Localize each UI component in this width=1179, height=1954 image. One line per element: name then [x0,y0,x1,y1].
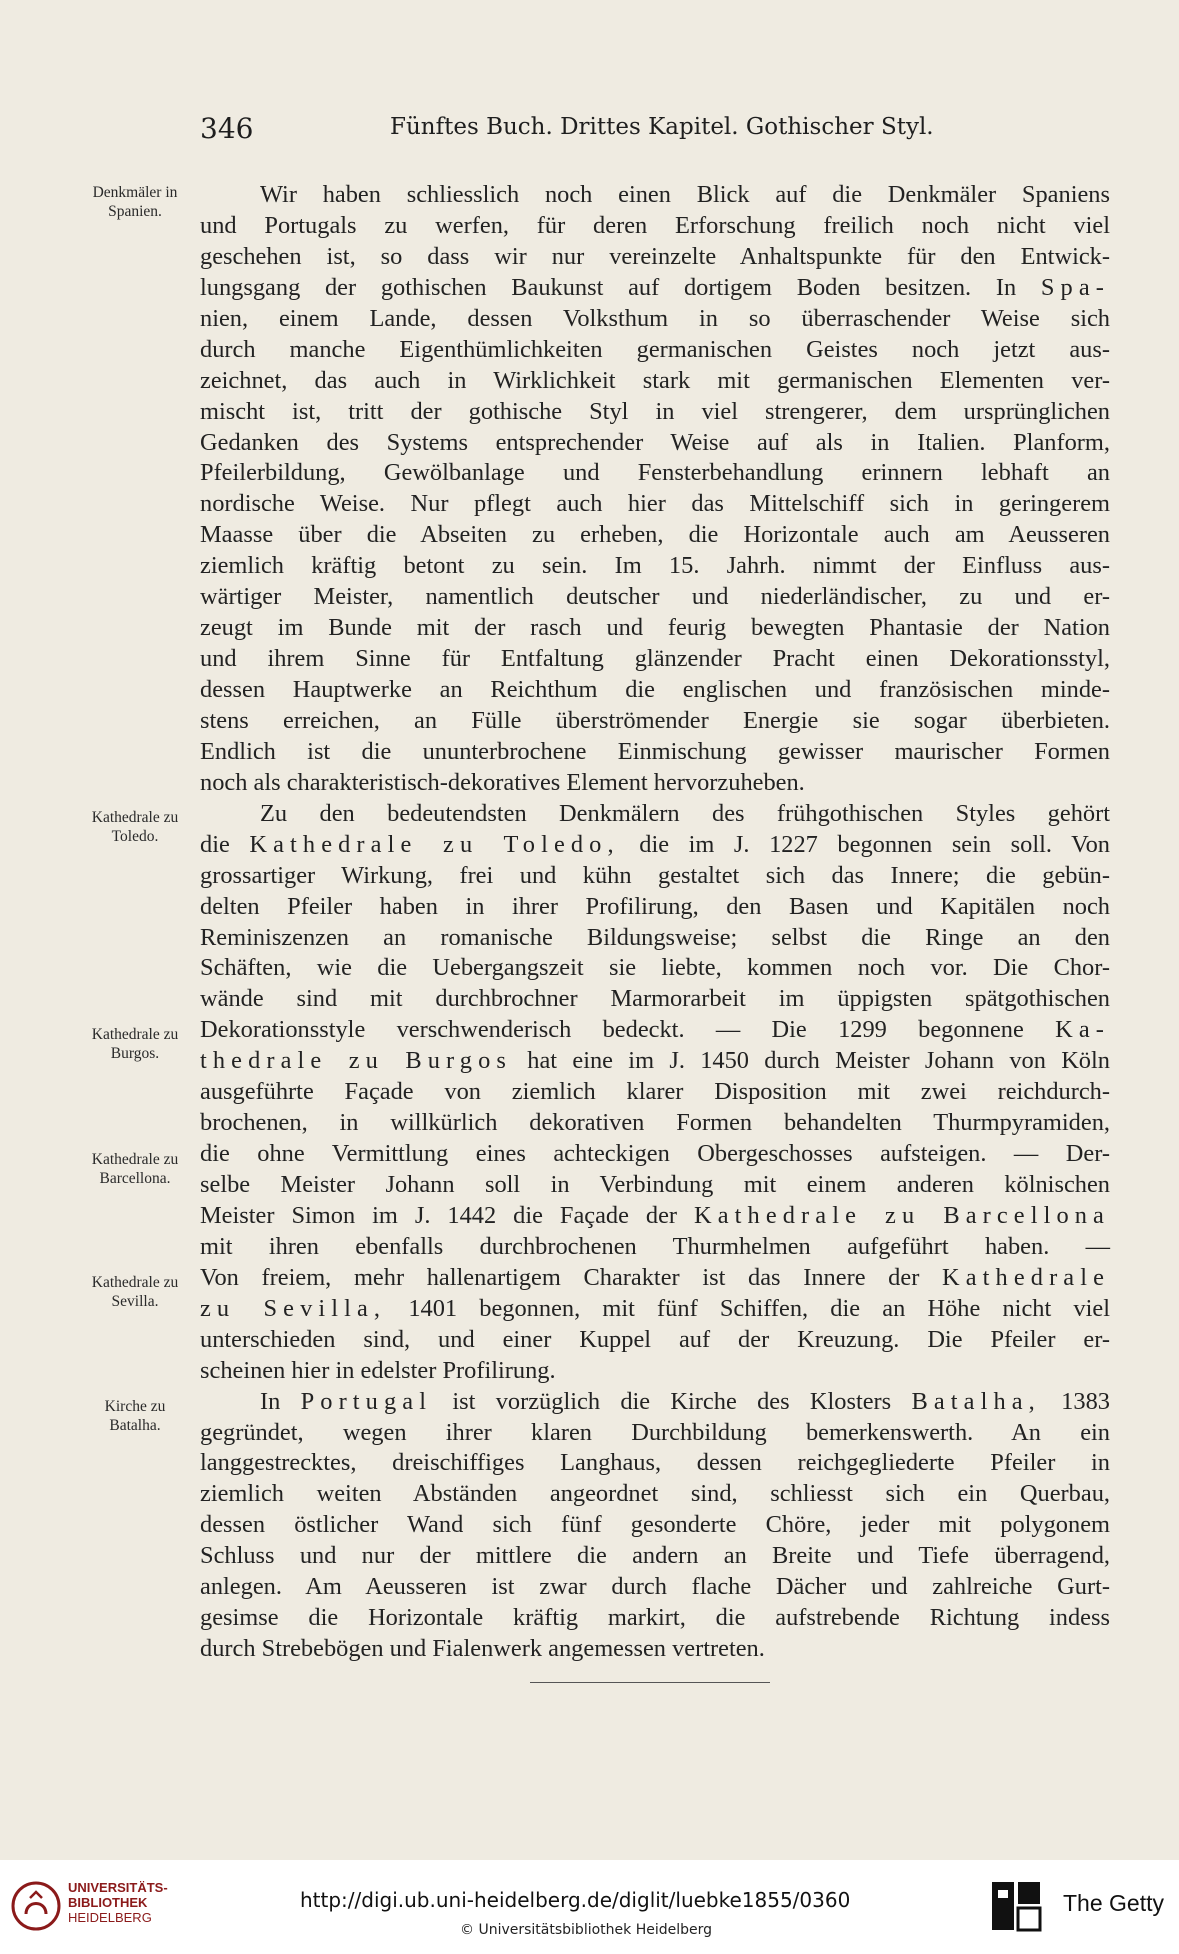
text-line: wände sind mit durchbrochner Marmorarbeit im üppigsten spätgothischen [200,985,1110,1013]
text-line: die ohne Vermittlung eines achteckigen Obergeschosses aufsteigen. — Der- [200,1140,1110,1168]
copyright-text: © Universitätsbibliothek Heidelberg [460,1922,713,1938]
body-text [200,180,1110,1665]
text-line: ausgeführte Façade von ziemlich klarer Disposition mit zwei reichdurch- [200,1078,1110,1106]
text-line: wärtiger Meister, namentlich deutscher und niederländischer, zu und er- [200,583,1110,611]
text-line: brochenen, in willkürlich dekorativen Formen behandelten Thurmpyramiden, [200,1109,1110,1137]
text-line: mit ihren ebenfalls durchbrochenen Thurmhelmen aufgeführt haben. — [200,1232,1110,1260]
text-line: Endlich ist die ununterbrochene Einmischung gewisser maurischer Formen [200,737,1110,765]
text-line: thedrale zu Burgos hat eine im J. 1450 durch Meister Johann von Köln [200,1047,1110,1075]
text-line: anlegen. Am Aeusseren ist zwar durch flache Dächer und zahlreiche Gurt- [200,1573,1110,1601]
text-line: durch Strebebögen und Fialenwerk angemessen vertreten. [200,1635,765,1663]
text-line: Gedanken des Systems entsprechender Weise auf als in Italien. Planform, [200,428,1110,456]
margin-note-barcellona: Kathedrale zu Barcellona. [91,1151,179,1187]
text-line: und Portugals zu werfen, für deren Erforschung freilich noch nicht viel [200,211,1110,239]
text-line: zeugt im Bunde mit der rasch und feurig bewegten Phantasie der Nation [200,614,1110,642]
running-title: Fünftes Buch. Drittes Kapitel. Gothischer Styl. [390,114,934,140]
text-line: Pfeilerbildung, Gewölbanlage und Fensterbehandlung erinnern lebhaft an [200,459,1110,487]
text-line: Reminiszenzen an romanische Bildungsweise; selbst die Ringe an den [200,923,1110,951]
text-line: Zu den bedeutendsten Denkmälern des frühgothischen Styles gehört [260,799,1110,827]
library-name: UNIVERSITÄTS- BIBLIOTHEK HEIDELBERG [68,1880,168,1925]
text-line: langgestrecktes, dreischiffiges Langhaus, dessen reichgegliederte Pfeiler in [200,1449,1110,1477]
getty-logo-icon [990,1880,1042,1932]
margin-note-spanien: Denkmäler in Spanien. [92,184,178,220]
text-line: nien, einem Lande, dessen Volksthum in so überraschender Weise sich [200,304,1110,332]
text-line: geschehen ist, so dass wir nur vereinzelte Anhaltspunkte für den Entwick- [200,242,1110,270]
text-line: Schluss und nur der mittlere die andern an Breite und Tiefe überragend, [200,1542,1110,1570]
text-line: mischt ist, tritt der gothische Styl in viel strengerer, dem ursprünglichen [200,397,1110,425]
text-line: dessen östlicher Wand sich fünf gesonderte Chöre, jeder mit polygonem [200,1511,1110,1539]
university-seal-icon [10,1880,62,1932]
footer-bar [0,1860,1179,1954]
text-line: gegründet, wegen ihrer klaren Durchbildung bemerkenswerth. An ein [200,1418,1110,1446]
text-line: nordische Weise. Nur pflegt auch hier das Mittelschiff sich in geringerem [200,490,1110,518]
text-line: zeichnet, das auch in Wirklichkeit stark mit germanischen Elementen ver- [200,366,1110,394]
text-line: ziemlich weiten Abständen angeordnet sind, schliesst sich ein Querbau, [200,1480,1110,1508]
page-number: 346 [200,112,254,145]
text-line: ziemlich kräftig betont zu sein. Im 15. Jahrh. nimmt der Einfluss aus- [200,552,1110,580]
margin-note-toledo: Kathedrale zu Toledo. [91,809,179,845]
text-line: In Portugal ist vorzüglich die Kirche des Klosters Batalha, 1383 [260,1387,1110,1415]
text-line: Dekorationsstyle verschwenderisch bedeckt. — Die 1299 begonnene Ka- [200,1016,1110,1044]
text-line: scheinen hier in edelster Profilirung. [200,1356,556,1384]
text-line: unterschieden sind, und einer Kuppel auf der Kreuzung. Die Pfeiler er- [200,1325,1110,1353]
text-line: selbe Meister Johann soll in Verbindung mit einem anderen kölnischen [200,1171,1110,1198]
text-line: Wir haben schliesslich noch einen Blick auf die Denkmäler Spaniens [260,181,1110,208]
margin-note-sevilla: Kathedrale zu Sevilla. [91,1274,179,1310]
text-line: Maasse über die Abseiten zu erheben, die Horizontale auch am Aeusseren [200,521,1110,549]
text-line: Schäften, wie die Uebergangszeit sie liebte, kommen noch vor. Die Chor- [200,954,1110,982]
text-line: durch manche Eigenthümlichkeiten germanischen Geistes noch jetzt aus- [200,335,1110,363]
text-line: lungsgang der gothischen Baukunst auf dortigem Boden besitzen. In Spa- [200,273,1110,301]
section-divider [530,1682,770,1683]
text-line: und ihrem Sinne für Entfaltung glänzender Pracht einen Dekorationsstyl, [200,645,1110,673]
text-line: dessen Hauptwerke an Reichthum die englischen und französischen minde- [200,676,1110,703]
text-line: grossartiger Wirkung, frei und kühn gestaltet sich das Innere; die gebün- [200,861,1110,889]
margin-note-burgos: Kathedrale zu Burgos. [91,1026,179,1062]
source-url-link[interactable]: http://digi.ub.uni-heidelberg.de/diglit/luebke1855/0360 [300,1888,851,1912]
text-line: zu Sevilla, 1401 begonnen, mit fünf Schiffen, die an Höhe nicht viel [200,1294,1110,1322]
text-line: noch als charakteristisch-dekoratives Element hervorzuheben. [200,768,805,796]
text-line: delten Pfeiler haben in ihrer Profilirung, den Basen und Kapitälen noch [200,892,1110,920]
text-line: Meister Simon im J. 1442 die Façade der Kathedrale zu Barcellona [200,1201,1110,1229]
text-line: stens erreichen, an Fülle überströmender Energie sie sogar überbieten. [200,706,1110,734]
margin-note-batalha: Kirche zu Batalha. [104,1398,166,1434]
text-line: die Kathedrale zu Toledo, die im J. 1227 begonnen sein soll. Von [200,830,1110,858]
text-line: Von freiem, mehr hallenartigem Charakter ist das Innere der Kathedrale [200,1263,1111,1291]
text-line: gesimse die Horizontale kräftig markirt, die aufstrebende Richtung indess [200,1604,1110,1632]
getty-name: The Getty [1063,1890,1164,1916]
